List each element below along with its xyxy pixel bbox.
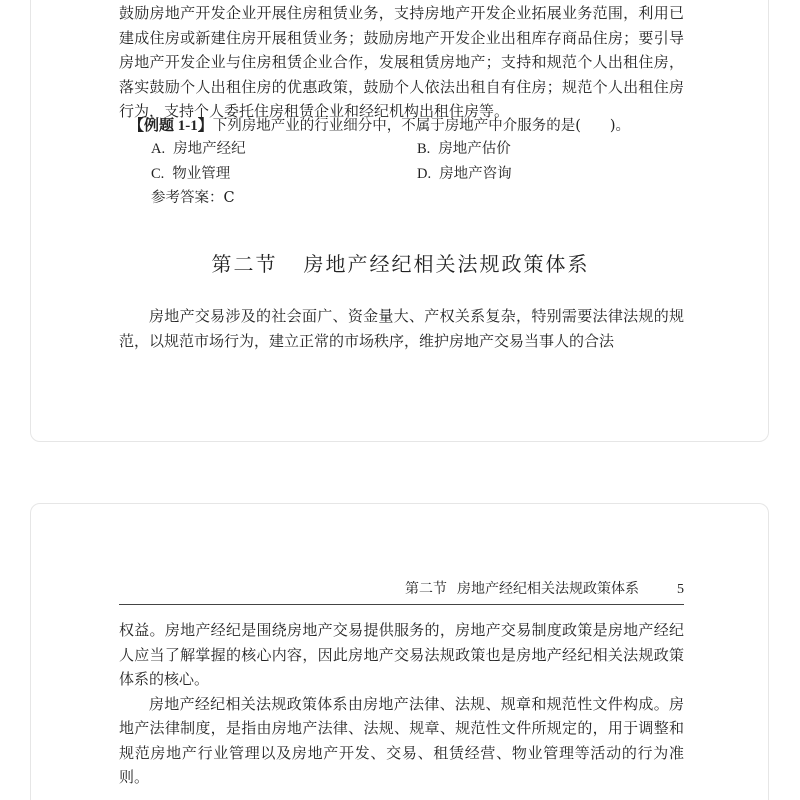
example-label: 【例题 1-1】	[129, 118, 213, 134]
section-heading	[31, 248, 769, 277]
option-c	[151, 162, 230, 187]
option-text: 房地产咨询	[439, 166, 512, 182]
page-card-2	[30, 503, 769, 800]
option-text: 房地产估价	[438, 141, 511, 157]
option-letter: B.	[417, 141, 431, 157]
paragraph-rental-policy: 鼓励房地产开发企业开展住房租赁业务，支持房地产开发企业拓展业务范围，利用已建成住房或新建住房开展租赁业务；鼓励房地产开发企业出租库存商品住房；要引导房地产开发企业与住房租赁企业合作，发展租赁房地产；支持和规范个人出租住房，落实鼓励个人出租住房的优惠政策，鼓励个人依法出租自有住房；规范个人出租住房行为，支持个人委托住房租赁企业和经纪机构出租住房等。	[119, 4, 684, 120]
page-card-1	[30, 0, 769, 442]
paragraph-legal-intro: 房地产交易涉及的社会面广、资金量大、产权关系复杂，特别需要法律法规的规范，以规范市场行为，建立正常的市场秩序，维护房地产交易当事人的合法	[119, 307, 684, 350]
section-title-text: 房地产经纪相关法规政策体系	[303, 252, 590, 276]
body-text-block	[119, 304, 684, 353]
running-header	[119, 578, 684, 605]
option-letter: D.	[417, 166, 432, 182]
option-b	[417, 137, 511, 162]
paragraph-policy-system: 房地产经纪相关法规政策体系由房地产法律、法规、规章和规范性文件构成。房地产法律制度，是指由房地产法律、法规、规章、规范性文件所规定的，用于调整和规范房地产行业管理以及房地产开发、交易、租赁经营、物业管理等活动的行为准则。	[119, 694, 684, 786]
running-header-title: 房地产经纪相关法规政策体系	[457, 581, 639, 597]
body-text-block	[119, 1, 684, 124]
option-letter: A.	[151, 141, 166, 157]
running-header-section: 第二节	[405, 581, 447, 597]
page-number: 5	[677, 582, 684, 597]
paragraph-rights: 权益。房地产经纪是围绕房地产交易提供服务的，房地产交易制度政策是房地产经纪人应当了解掌握的核心内容，因此房地产交易法规政策也是房地产经纪相关法规政策体系的核心。	[119, 621, 684, 688]
example-question	[129, 113, 630, 139]
option-letter: C.	[151, 166, 165, 182]
option-a	[151, 137, 246, 162]
example-stem: 下列房地产业的行业细分中，不属于房地产中介服务的是( )。	[212, 118, 631, 134]
option-text: 物业管理	[172, 166, 231, 182]
option-d	[417, 162, 512, 187]
option-text: 房地产经纪	[173, 141, 246, 157]
body-text-block	[119, 618, 684, 790]
reference-answer: 参考答案：C	[151, 190, 235, 206]
section-number: 第二节	[211, 252, 278, 276]
